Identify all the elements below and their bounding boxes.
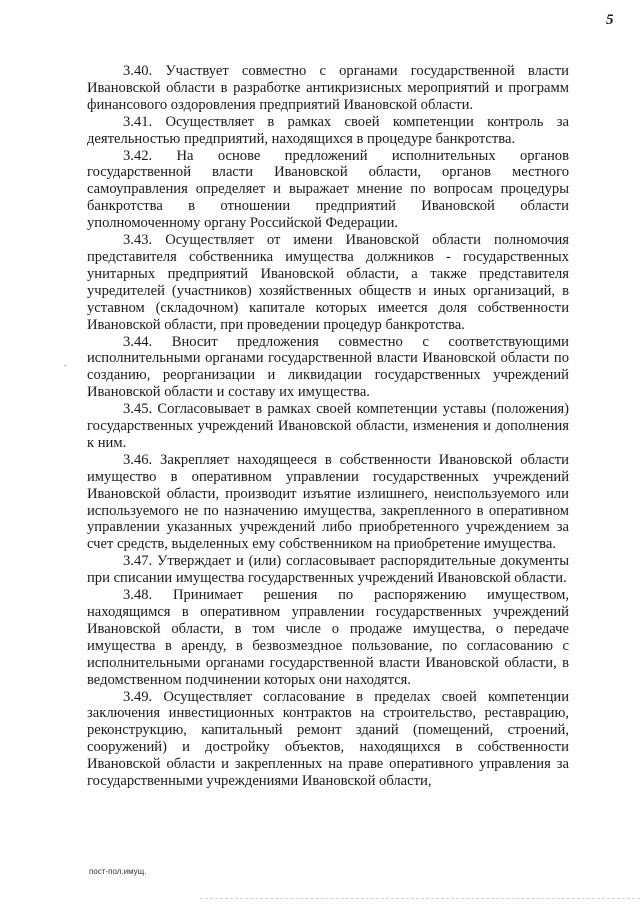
paragraph-3-47: 3.47. Утверждает и (или) согласовывает распорядительные документы при списании имущества государственных учреждений Ивановской области. bbox=[87, 553, 569, 587]
paragraph-3-45: 3.45. Согласовывает в рамках своей компетенции уставы (положения) государственных учреждений Ивановской области, изменения и дополнения к ним. bbox=[87, 401, 569, 451]
paragraph-3-43: 3.43. Осуществляет от имени Ивановской области полномочия представителя собственника имущества должников - государственных унитарных предприятий Ивановской области, а также представителя учредителей (участников) хозяйственных обществ и иных организаций, в уставном (складочном) капитале которых имеется доля собственности Ивановской области, при проведении процедур банкротства. bbox=[87, 232, 569, 333]
paragraph-3-42: 3.42. На основе предложений исполнительных органов государственной власти Ивановской области, органов местного самоуправления определяет и выражает мнение по вопросам процедуры банкротства в отношении предприятий Ивановской области уполномоченному органу Российской Федерации. bbox=[87, 147, 569, 232]
paragraph-3-44: 3.44. Вносит предложения совместно с соответствующими исполнительными органами государственной власти Ивановской области по созданию, реорганизации и ликвидации государственных учреждений Ивановской области и составу их имущества. bbox=[87, 333, 569, 401]
paragraph-3-40: 3.40. Участвует совместно с органами государственной власти Ивановской области в разработке антикризисных мероприятий и программ финансового оздоровления предприятий Ивановской области. bbox=[87, 63, 569, 113]
page-number: 5 bbox=[606, 12, 614, 28]
paragraph-3-49: 3.49. Осуществляет согласование в пределах своей компетенции заключения инвестиционных контрактов на строительство, реставрацию, реконструкцию, капитальный ремонт зданий (помещений, строений, сооружений) и достройку объектов, находящихся в собственности Ивановской области и закрепленных на праве оперативного управления за государственными учреждениями Ивановской области, bbox=[87, 688, 569, 790]
paragraph-3-41: 3.41. Осуществляет в рамках своей компетенции контроль за деятельностью предприятий, находящихся в процедуре банкротства. bbox=[87, 113, 569, 147]
footer-filename: пост-пол.имущ. bbox=[89, 867, 147, 876]
paragraph-3-48: 3.48. Принимает решения по распоряжению имуществом, находящимся в оперативном управлении государственных учреждений Ивановской области, в том числе о продаже имущества, о передаче имущества в аренду, в безвозмездное пользование, по согласованию с исполнительными органами государственной власти Ивановской области, в ведомственном подчинении которых они находятся. bbox=[87, 587, 569, 688]
document-body bbox=[87, 63, 569, 790]
scan-artifact-mark: • bbox=[64, 364, 67, 370]
scan-edge-line bbox=[200, 898, 640, 900]
paragraph-3-46: 3.46. Закрепляет находящееся в собственности Ивановской области имущество в оперативном управлении государственных учреждений Ивановской области, производит изъятие излишнего, неиспользуемого или используемого не по назначению имущества, закрепленного в оперативном управлении указанных учреждений либо приобретенного учреждением за счет средств, выделенных ему собственником на приобретение имущества. bbox=[87, 451, 569, 553]
